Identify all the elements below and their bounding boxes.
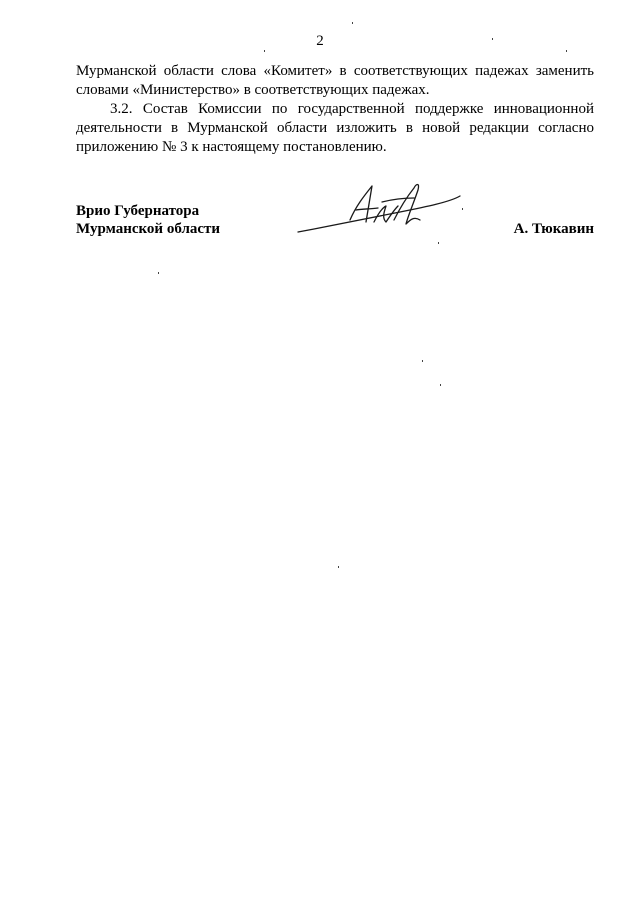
scan-speck bbox=[566, 50, 567, 52]
paragraph-1-line-2: словами «Министерство» в соответствующих падежах. bbox=[76, 82, 430, 98]
paragraph-2-line-3: приложению № 3 к настоящему постановлению. bbox=[76, 139, 387, 155]
signatory-title-line-1: Врио Губернатора bbox=[76, 203, 200, 219]
signatory-title bbox=[76, 202, 220, 238]
page-number: 2 bbox=[316, 33, 324, 49]
scan-speck bbox=[352, 22, 353, 24]
scan-speck bbox=[440, 384, 441, 386]
paragraph-1-line-1: Мурманской области слова «Комитет» в соответствующих падежах заменить bbox=[76, 63, 594, 79]
scan-speck bbox=[338, 566, 339, 568]
handwritten-signature-icon bbox=[290, 176, 470, 236]
scan-speck bbox=[158, 272, 159, 274]
paragraph-2-line-2: деятельности в Мурманской области изложить в новой редакции согласно bbox=[76, 120, 594, 136]
scan-speck bbox=[422, 360, 423, 362]
signatory-title-line-2: Мурманской области bbox=[76, 221, 221, 237]
scan-speck bbox=[438, 242, 439, 244]
scan-speck bbox=[492, 38, 493, 40]
scan-speck bbox=[462, 208, 463, 210]
scan-speck bbox=[264, 50, 265, 52]
signatory-name: А. Тюкавин bbox=[513, 221, 594, 237]
body-text bbox=[76, 62, 594, 157]
paragraph-2-line-1: 3.2. Состав Комиссии по государственной поддержке инновационной bbox=[110, 101, 594, 117]
